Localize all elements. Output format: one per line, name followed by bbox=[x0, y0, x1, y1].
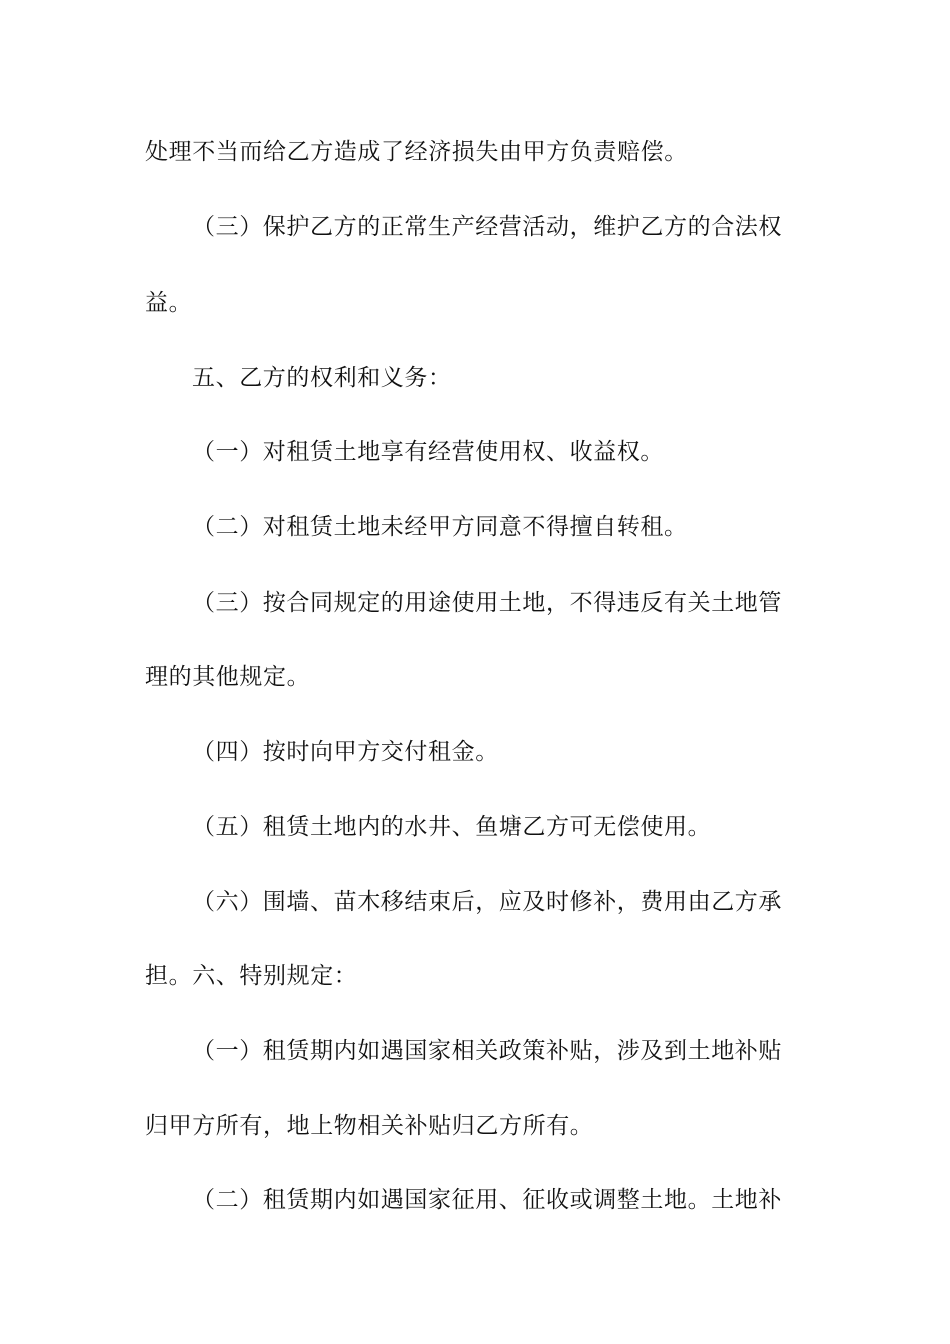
paragraph-line-5: （一）对租赁土地享有经营使用权、收益权。 bbox=[192, 439, 664, 465]
paragraph-line-2: （三）保护乙方的正常生产经营活动，维护乙方的合法权 bbox=[192, 214, 782, 240]
section-heading-five: 五、乙方的权利和义务： bbox=[192, 365, 452, 391]
paragraph-line-8: 理的其他规定。 bbox=[145, 664, 311, 690]
paragraph-line-12: 担。六、特别规定： bbox=[145, 963, 358, 989]
paragraph-line-14: 归甲方所有，地上物相关补贴归乙方所有。 bbox=[145, 1113, 594, 1139]
paragraph-line-9: （四）按时向甲方交付租金。 bbox=[192, 739, 499, 765]
paragraph-line-13: （一）租赁期内如遇国家相关政策补贴，涉及到土地补贴 bbox=[192, 1038, 782, 1064]
paragraph-line-7: （三）按合同规定的用途使用土地，不得违反有关土地管 bbox=[192, 590, 782, 616]
paragraph-line-10: （五）租赁土地内的水井、鱼塘乙方可无偿使用。 bbox=[192, 814, 712, 840]
paragraph-line-11: （六）围墙、苗木移结束后，应及时修补，费用由乙方承 bbox=[192, 889, 782, 915]
paragraph-line-1: 处理不当而给乙方造成了经济损失由甲方负责赔偿。 bbox=[145, 139, 688, 165]
paragraph-line-6: （二）对租赁土地未经甲方同意不得擅自转租。 bbox=[192, 514, 688, 540]
paragraph-line-3: 益。 bbox=[145, 290, 193, 316]
paragraph-line-15: （二）租赁期内如遇国家征用、征收或调整土地。土地补 bbox=[192, 1187, 782, 1213]
